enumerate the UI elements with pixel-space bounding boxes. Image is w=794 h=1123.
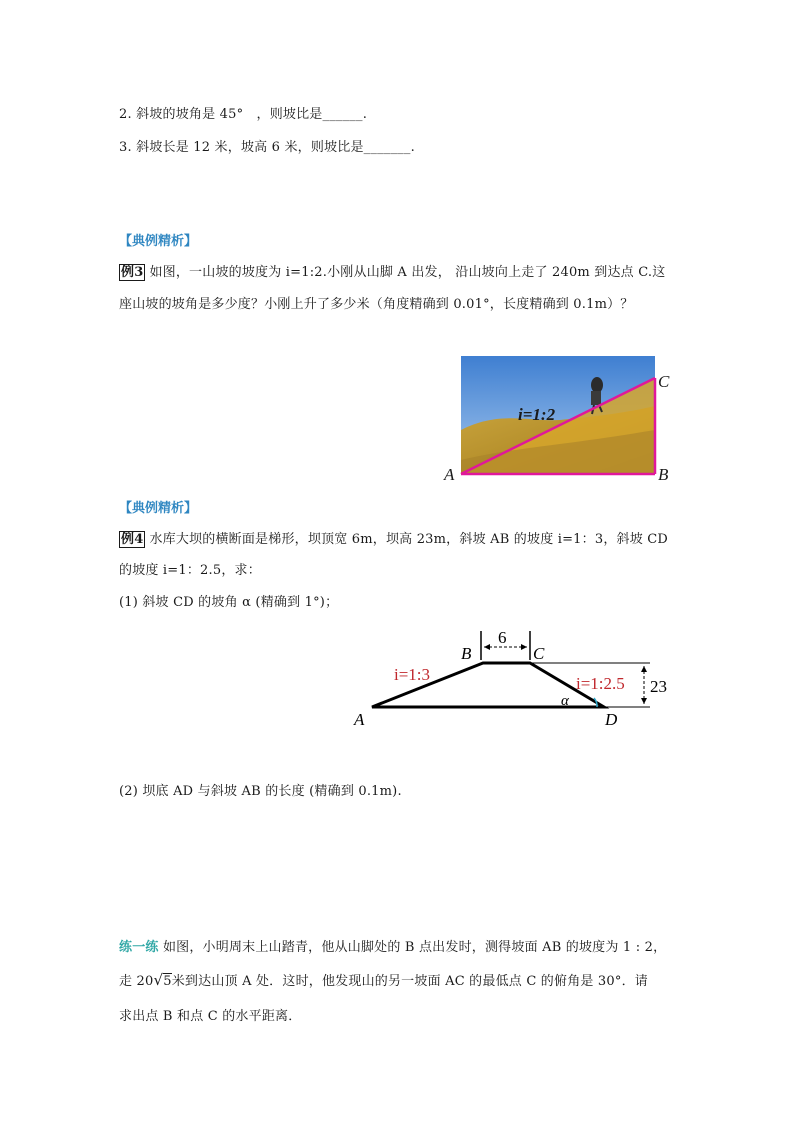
section-title-ex3: 【典例精析】 bbox=[119, 234, 198, 249]
section-title-ex4: 【典例精析】 bbox=[119, 501, 198, 516]
point-d: D bbox=[605, 710, 618, 729]
slope-cd-label: i=1:2.5 bbox=[576, 674, 625, 693]
example-3-line1 bbox=[119, 261, 665, 280]
question-2: 2. 斜坡的坡角是 45° ，则坡比是______. bbox=[119, 107, 368, 122]
point-a: A bbox=[354, 710, 365, 729]
example-3-figure bbox=[440, 350, 680, 490]
question-3: 3. 斜坡长是 12 米，坡高 6 米，则坡比是_______. bbox=[119, 140, 415, 155]
point-a: A bbox=[444, 465, 455, 484]
practice-text1: 如图，小明周末上山踏青，他从山脚处的 B 点出发时，测得坡面 AB 的坡度为 1 : 2， bbox=[162, 940, 667, 955]
sqrt-icon: √ bbox=[153, 971, 164, 989]
alpha-label: α bbox=[561, 693, 569, 709]
example-4-line1 bbox=[119, 528, 668, 547]
example-4-text1: 水库大坝的横断面是梯形，坝顶宽 6m，坝高 23m，斜坡 AB 的坡度 i=1：3，斜坡 CD bbox=[149, 532, 669, 547]
point-b: B bbox=[658, 465, 669, 484]
point-b: B bbox=[461, 644, 472, 663]
example-3-text1: 如图，一山坡的坡度为 i=1:2.小刚从山脚 A 出发， 沿山坡向上走了 240m 到达点 C.这 bbox=[149, 265, 666, 280]
practice-text2-post: 米到达山顶 A 处．这时，他发现山的另一坡面 AC 的最低点 C 的俯角是 30°．请 bbox=[171, 974, 648, 989]
point-c: C bbox=[533, 644, 545, 663]
practice-label: 练一练 bbox=[119, 940, 159, 955]
example-4-part1: (1) 斜坡 CD 的坡角 α (精确到 1°)； bbox=[119, 595, 339, 610]
example-4-figure bbox=[350, 625, 690, 740]
example-3-line2: 座山坡的坡角是多少度？小刚上升了多少米（角度精确到 0.01°，长度精确到 0.1m）？ bbox=[119, 297, 634, 312]
slope-label: i=1:2 bbox=[518, 405, 556, 424]
sqrt-arg: 5 bbox=[163, 974, 172, 989]
practice-line1 bbox=[119, 936, 666, 955]
practice-line3: 求出点 B 和点 C 的水平距离． bbox=[119, 1009, 302, 1024]
practice-line2 bbox=[119, 970, 648, 989]
point-c: C bbox=[658, 372, 670, 391]
slope-ab-label: i=1:3 bbox=[394, 665, 431, 684]
example-3-label: 例3 bbox=[121, 265, 144, 280]
height-label: 23 bbox=[650, 677, 667, 696]
example-4-part2: (2) 坝底 AD 与斜坡 AB 的长度 (精确到 0.1m). bbox=[119, 784, 402, 799]
practice-text2-pre: 走 20 bbox=[119, 974, 154, 989]
top-width-label: 6 bbox=[498, 628, 507, 647]
example-4-line2: 的坡度 i=1：2.5，求： bbox=[119, 563, 261, 578]
example-4-label: 例4 bbox=[121, 532, 144, 547]
